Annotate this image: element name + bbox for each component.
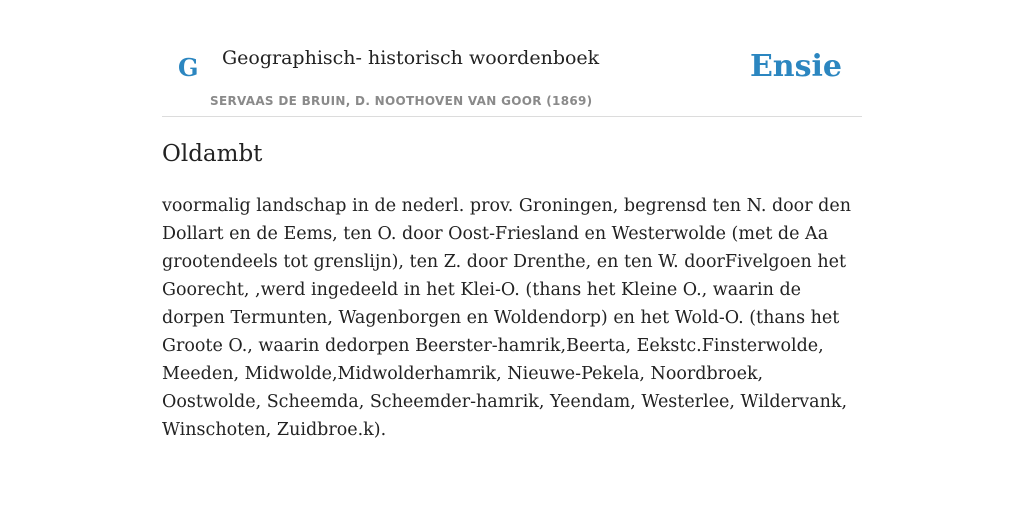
entry-body: voormalig landschap in de nederl. prov. Groningen, begrensd ten N. door den Dollart en de Eems, ten O. door Oost-Friesland en Westerwolde (met de Aa grootendeels tot grenslijn), ten Z. door Drenthe, en ten W. doorFivelgoen het Goorecht, ,werd ingedeeld in het Klei-O. (thans het Kleine O., waarin de dorpen Termunten, Wagenborgen en Woldendorp) en het Wold-O. (thans het Groote O., waarin dedorpen Beerster-hamrik,Beerta, Eekstc.Finsterwolde, Meeden, Midwolde,Midwolderhamrik, Nieuwe-Pekela, Noordbroek, Oostwolde, Scheemda, Scheemder-hamrik, Yeendam, Westerlee, Wildervank, Winschoten, Zuidbroe.k). <box>162 196 851 440</box>
ensie-logo[interactable]: Ensie <box>749 49 842 84</box>
book-header <box>162 0 862 117</box>
book-logo[interactable]: G <box>178 53 199 82</box>
entry-title: Oldambt <box>162 141 263 167</box>
book-author: SERVAAS DE BRUIN, D. NOOTHOVEN VAN GOOR (1869) <box>210 94 593 108</box>
book-title-link[interactable]: Geographisch- historisch woordenboek <box>222 47 600 69</box>
